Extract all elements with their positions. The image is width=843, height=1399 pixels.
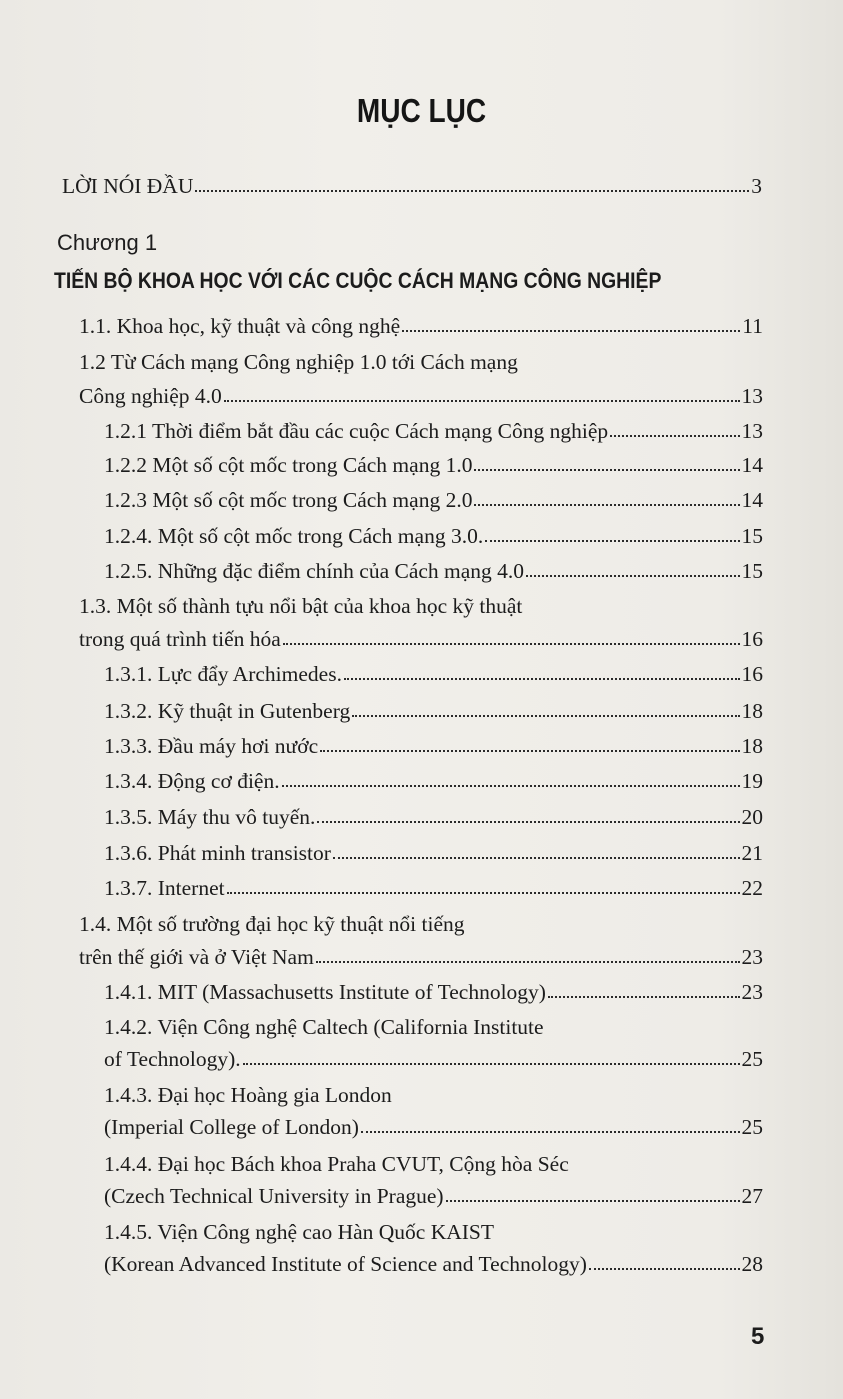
toc-entry-label: (Czech Technical University in Prague) [104, 1184, 444, 1208]
toc-entry-1-4-3-line1[interactable]: 1.4.3. Đại học Hoàng gia London [104, 1083, 392, 1107]
toc-entry-1-2-1[interactable] [104, 417, 763, 445]
toc-entry-page: 23 [741, 980, 763, 1004]
leader-dots [243, 1047, 740, 1065]
toc-entry-label: 1.2.1 Thời điểm bắt đầu các cuộc Cách mạng Công nghiệp [104, 419, 609, 443]
toc-entry-label: (Imperial College of London) [104, 1115, 359, 1139]
toc-entry-page: 3 [751, 174, 762, 198]
toc-entry-preface[interactable] [62, 172, 762, 200]
toc-entry-1-3-3[interactable] [104, 732, 763, 760]
toc-entry-page: 27 [741, 1184, 763, 1208]
toc-entry-1-3-7[interactable] [104, 874, 763, 902]
toc-entry-1-1[interactable] [79, 312, 763, 340]
toc-entry-label: 1.2.3 Một số cột mốc trong Cách mạng 2.0 [104, 488, 473, 512]
leader-dots [474, 488, 739, 506]
toc-entry-1-4-line1[interactable]: 1.4. Một số trường đại học kỹ thuật nổi tiếng [79, 912, 465, 936]
toc-entry-label: Công nghiệp 4.0 [79, 384, 222, 408]
toc-entry-page: 11 [742, 314, 763, 338]
toc-entry-1-4-4-line1[interactable]: 1.4.4. Đại học Bách khoa Praha CVUT, Cộng hòa Séc [104, 1152, 569, 1176]
toc-entry-page: 21 [741, 841, 763, 865]
toc-entry-page: 14 [741, 488, 763, 512]
chapter-title: TIẾN BỘ KHOA HỌC VỚI CÁC CUỘC CÁCH MẠNG CÔNG NGHIỆP [54, 268, 662, 293]
leader-dots [361, 1115, 740, 1133]
toc-entry-1-3-6[interactable] [104, 839, 763, 867]
toc-entry-page: 15 [741, 524, 763, 548]
toc-entry-label: 1.3.4. Động cơ điện. [104, 769, 280, 793]
toc-entry-label: trong quá trình tiến hóa [79, 627, 281, 651]
leader-dots [344, 662, 740, 680]
toc-entry-1-4-2-line1[interactable]: 1.4.2. Viện Công nghệ Caltech (California Institute [104, 1015, 544, 1039]
toc-entry-1-3-2[interactable] [104, 697, 763, 725]
leader-dots [320, 734, 739, 752]
leader-dots [526, 559, 739, 577]
toc-entry-1-2-5[interactable] [104, 557, 763, 585]
toc-entry-label: 1.4.1. MIT (Massachusetts Institute of Technology) [104, 980, 546, 1004]
leader-dots [282, 769, 740, 787]
leader-dots [589, 1252, 740, 1270]
chapter-label: Chương 1 [57, 230, 158, 255]
toc-entry-1-4-2[interactable] [104, 1045, 763, 1073]
toc-entry-1-3-line1[interactable]: 1.3. Một số thành tựu nổi bật của khoa học kỹ thuật [79, 594, 523, 618]
toc-entry-label: 1.3.2. Kỹ thuật in Gutenberg [104, 699, 351, 723]
leader-dots [548, 980, 740, 998]
leader-dots [283, 627, 740, 645]
toc-entry-1-3-1[interactable] [104, 660, 763, 688]
toc-entry-1-3-4[interactable] [104, 767, 763, 795]
toc-entry-page: 25 [741, 1115, 763, 1139]
toc-entry-label: 1.1. Khoa học, kỹ thuật và công nghệ [79, 314, 401, 338]
toc-entry-label: 1.2.5. Những đặc điểm chính của Cách mạng 4.0 [104, 559, 525, 583]
leader-dots [195, 174, 749, 192]
leader-dots [316, 945, 740, 963]
toc-entry-label: 1.3.7. Internet [104, 876, 225, 900]
toc-entry-1-3-5[interactable] [104, 803, 763, 831]
toc-entry-label: 1.2.4. Một số cột mốc trong Cách mạng 3.0. [104, 524, 484, 548]
toc-entry-label: 1.3.3. Đầu máy hơi nước [104, 734, 319, 758]
toc-entry-label: 1.3.6. Phát minh transistor [104, 841, 331, 865]
toc-entry-page: 18 [741, 699, 763, 723]
toc-entry-page: 20 [741, 805, 763, 829]
toc-entry-label: 1.3.5. Máy thu vô tuyến. [104, 805, 316, 829]
toc-entry-label: (Korean Advanced Institute of Science and Technology) [104, 1252, 587, 1276]
toc-entry-page: 22 [741, 876, 763, 900]
toc-entry-1-4-3[interactable] [104, 1113, 763, 1141]
leader-dots [224, 384, 740, 402]
toc-entry-1-2-2[interactable] [104, 451, 763, 479]
toc-entry-label: 1.3.1. Lực đẩy Archimedes. [104, 662, 342, 686]
page-title: MỤC LỤC [356, 92, 487, 129]
toc-entry-1-4-5-line1[interactable]: 1.4.5. Viện Công nghệ cao Hàn Quốc KAIST [104, 1220, 495, 1244]
toc-entry-1-2-4[interactable] [104, 522, 763, 550]
leader-dots [317, 805, 739, 823]
toc-entry-1-3[interactable] [79, 625, 763, 653]
toc-entry-page: 18 [741, 734, 763, 758]
leader-dots [227, 876, 740, 894]
page-number: 5 [751, 1323, 765, 1350]
toc-entry-1-2-3[interactable] [104, 486, 763, 514]
toc-entry-1-2[interactable] [79, 382, 763, 410]
toc-entry-1-4-4[interactable] [104, 1182, 763, 1210]
toc-entry-page: 25 [741, 1047, 763, 1071]
leader-dots [610, 419, 739, 437]
toc-entry-1-2-line1[interactable]: 1.2 Từ Cách mạng Công nghiệp 1.0 tới Cách mạng [79, 350, 518, 374]
toc-entry-page: 19 [741, 769, 763, 793]
toc-entry-1-4-5[interactable] [104, 1250, 763, 1278]
toc-entry-label: trên thế giới và ở Việt Nam [79, 945, 314, 969]
toc-entry-label: LỜI NÓI ĐẦU [62, 174, 194, 198]
toc-entry-1-4[interactable] [79, 943, 763, 971]
leader-dots [446, 1184, 740, 1202]
leader-dots [402, 314, 740, 332]
toc-entry-page: 16 [741, 662, 763, 686]
leader-dots [333, 841, 740, 859]
toc-entry-page: 16 [741, 627, 763, 651]
toc-entry-page: 13 [741, 419, 763, 443]
toc-entry-page: 23 [741, 945, 763, 969]
toc-entry-page: 28 [741, 1252, 763, 1276]
toc-entry-label: 1.2.2 Một số cột mốc trong Cách mạng 1.0 [104, 453, 473, 477]
toc-entry-label: of Technology). [104, 1047, 241, 1071]
leader-dots [352, 699, 739, 717]
toc-entry-1-4-1[interactable] [104, 978, 763, 1006]
toc-entry-page: 13 [741, 384, 763, 408]
toc-entry-page: 14 [741, 453, 763, 477]
toc-entry-page: 15 [741, 559, 763, 583]
leader-dots [485, 524, 739, 542]
leader-dots [474, 453, 739, 471]
